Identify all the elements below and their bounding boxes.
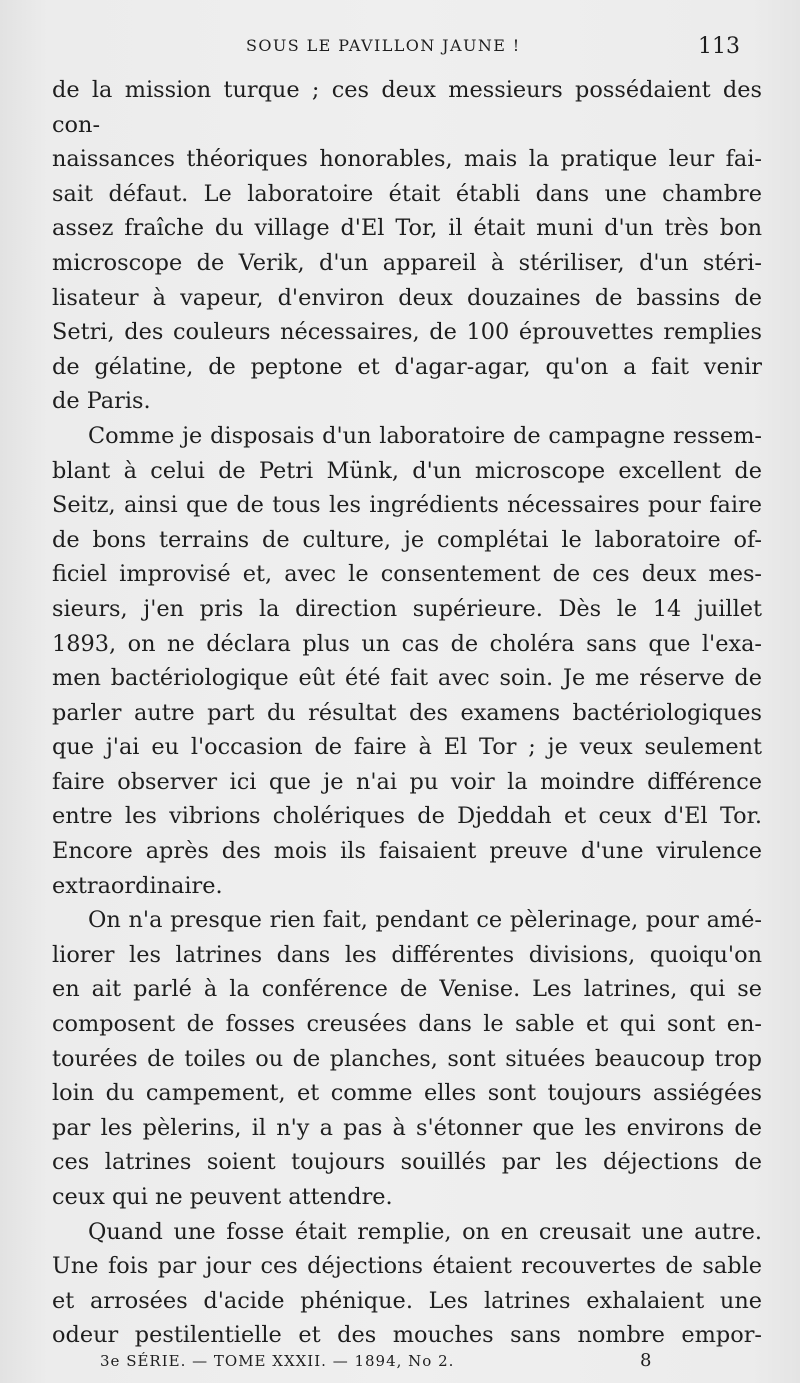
text-line: de bons terrains de culture, je complétai le laboratoire of- xyxy=(52,526,762,553)
text-line: de gélatine, de peptone et d'agar-agar, qu'on a fait venir xyxy=(52,353,762,380)
text-line: Comme je disposais d'un laboratoire de campagne ressem- xyxy=(88,422,762,449)
page-number: 113 xyxy=(698,34,740,59)
text-line: extraordinaire. xyxy=(52,872,223,899)
text-line: en ait parlé à la conférence de Venise. Les latrines, qui se xyxy=(52,976,762,1003)
text-line: faire observer ici que je n'ai pu voir la moindre différence xyxy=(52,768,762,795)
text-line: entre les vibrions cholériques de Djeddah et ceux d'El Tor. xyxy=(52,803,762,830)
text-line: ces latrines soient toujours souillés par les déjections de xyxy=(52,1149,762,1176)
text-line: men bactériologique eût été fait avec soin. Je me réserve de xyxy=(52,665,762,692)
text-line: liorer les latrines dans les différentes divisions, quoiqu'on xyxy=(52,941,762,968)
page-header xyxy=(0,32,800,66)
text-line: microscope de Verik, d'un appareil à stériliser, d'un stéri- xyxy=(52,249,762,276)
page-footer xyxy=(0,1352,800,1380)
running-title: SOUS LE PAVILLON JAUNE ! xyxy=(246,36,521,55)
text-line: sait défaut. Le laboratoire était établi dans une chambre xyxy=(52,180,762,207)
text-line: loin du campement, et comme elles sont toujours assiégées xyxy=(52,1080,762,1107)
paragraph xyxy=(52,1215,762,1353)
text-line: 1893, on ne déclara plus un cas de choléra sans que l'exa- xyxy=(52,630,762,657)
text-line: Seitz, ainsi que de tous les ingrédients nécessaires pour faire xyxy=(52,492,762,519)
footer-signature: 3e SÉRIE. — TOME XXXII. — 1894, No 2. xyxy=(100,1352,455,1370)
text-line: naissances théoriques honorables, mais la pratique leur fai- xyxy=(52,146,762,173)
text-line: On n'a presque rien fait, pendant ce pèlerinage, pour amé- xyxy=(88,907,762,934)
paragraph xyxy=(52,73,762,419)
text-line: Encore après des mois ils faisaient preuve d'une virulence xyxy=(52,838,762,865)
text-line: Setri, des couleurs nécessaires, de 100 éprouvettes remplies xyxy=(52,319,762,346)
text-line: assez fraîche du village d'El Tor, il était muni d'un très bon xyxy=(52,215,762,242)
paragraph xyxy=(52,419,762,903)
paragraph xyxy=(52,903,762,1214)
text-line: odeur pestilentielle et des mouches sans nombre empor- xyxy=(52,1322,762,1349)
text-line: et arrosées d'acide phénique. Les latrines exhalaient une xyxy=(52,1287,762,1314)
sheet-number: 8 xyxy=(640,1350,652,1371)
text-line: ficiel improvisé et, avec le consentement de ces deux mes- xyxy=(52,561,762,588)
text-line: lisateur à vapeur, d'environ deux douzaines de bassins de xyxy=(52,284,762,311)
text-line: Quand une fosse était remplie, on en creusait une autre. xyxy=(88,1218,762,1245)
text-line: blant à celui de Petri Münk, d'un microscope excellent de xyxy=(52,457,762,484)
text-line: ceux qui ne peuvent attendre. xyxy=(52,1184,393,1210)
text-line: sieurs, j'en pris la direction supérieure. Dès le 14 juillet xyxy=(52,595,762,622)
text-line: par les pèlerins, il n'y a pas à s'étonner que les environs de xyxy=(52,1114,762,1141)
text-line: parler autre part du résultat des examens bactériologiques xyxy=(52,699,762,726)
text-line: tourées de toiles ou de planches, sont situées beaucoup trop xyxy=(52,1045,762,1072)
text-line: composent de fosses creusées dans le sable et qui sont en- xyxy=(52,1011,762,1038)
text-line: que j'ai eu l'occasion de faire à El Tor ; je veux seulement xyxy=(52,734,762,761)
text-line: de la mission turque ; ces deux messieurs possédaient des con- xyxy=(52,77,762,138)
body-text xyxy=(52,73,762,1353)
text-line: de Paris. xyxy=(52,388,151,415)
text-line: Une fois par jour ces déjections étaient recouvertes de sable xyxy=(52,1253,762,1280)
